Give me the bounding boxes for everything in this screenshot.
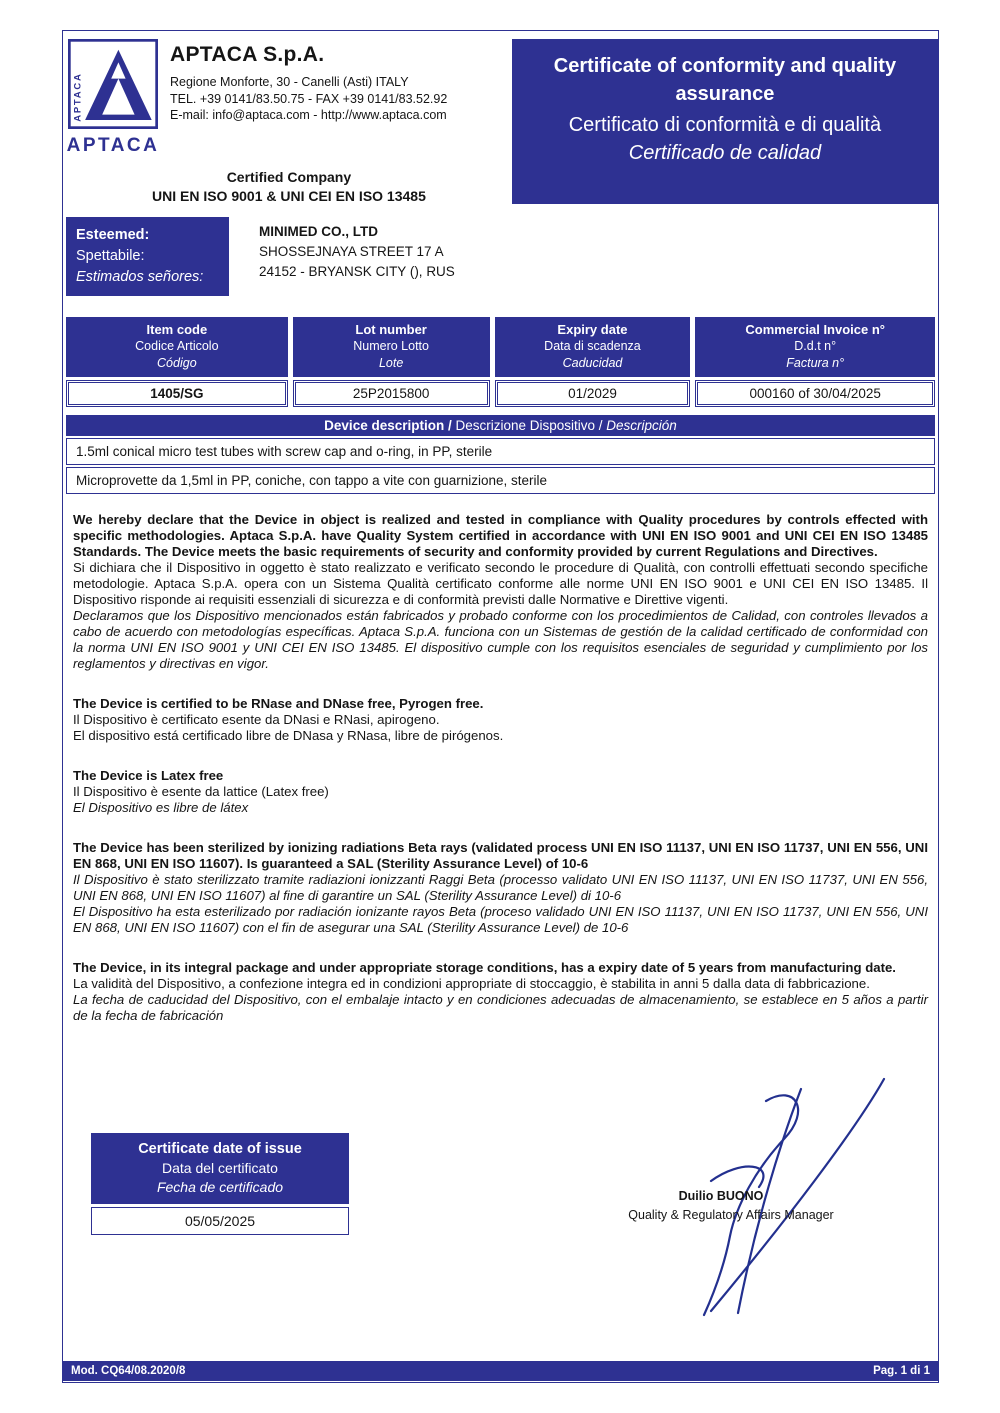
section-quality-declaration: [73, 512, 928, 672]
column-header: [495, 317, 691, 377]
paragraph-es: El Dispositivo ha esta esterilizado por radiación ionizante rayos Beta (proceso validado UNI EN ISO 11137, UNI EN ISO 11737, UNI EN 556, UNI EN 868, UNI EN ISO 11607) con el fin de asegurar una SAL (Sterility Assurance Level) de 10-6: [73, 904, 928, 935]
section-latex-free: [73, 768, 928, 816]
paragraph-it: La validità del Dispositivo, a confezione integra ed in condizioni appropriate di stoccaggio, è stabilita in anni 5 dalla data di fabbricazione.: [73, 976, 870, 991]
paragraph-es: Declaramos que los Dispositivo mencionados están fabricados y probado conforme con los procedimientos de Calidad, con controles llevados a cabo de acuerdo con metodologías específicas. Aptaca S.p.A. funciona con un Sistemas de gestión de la calidad certificado de conformidad con la norma UNI EN ISO 9001 y UNI CEI EN ISO 13485. El dispositivo cumple con los requisitos esenciales de seguridad y cumplimiento por los reglamentos y directivas en vigor.: [73, 608, 928, 671]
header-en: Lot number: [355, 322, 427, 337]
certificate-date-header: [91, 1133, 349, 1204]
company-name: APTACA S.p.A.: [170, 43, 325, 66]
logo-vertical-text: APTACA: [72, 72, 84, 122]
table-column-commercial-invoice: [695, 317, 935, 407]
footer-bar: [63, 1361, 938, 1381]
certified-company-block: [66, 169, 512, 204]
page-border-frame: [62, 30, 939, 1383]
company-phone: TEL. +39 0141/83.50.75 - FAX +39 0141/83.52.92: [170, 91, 448, 106]
company-address: Regione Monforte, 30 - Canelli (Asti) ITALY: [170, 75, 409, 89]
title-english: Certificate of conformity and quality assurance: [553, 55, 897, 105]
issue-label-es: Fecha de certificado: [156, 1179, 284, 1195]
header: [63, 31, 938, 204]
esteemed-label-it: Spettabile:: [76, 248, 145, 264]
header-it: Numero Lotto: [353, 339, 429, 353]
aptaca-logo: [66, 39, 160, 157]
esteemed-label-box: [66, 217, 229, 296]
logo-wordmark: APTACA: [66, 135, 160, 156]
header-en: Expiry date: [557, 322, 628, 337]
title-spanish: Certificado de calidad: [628, 142, 822, 164]
certificate-date-box: [91, 1133, 349, 1235]
certified-company-label: Certified Company: [226, 169, 352, 185]
commercial-invoice-value: 000160 of 30/04/2025: [695, 380, 935, 407]
paragraph-en: The Device, in its integral package and under appropriate storage conditions, has a expiry date of 5 years from manufacturing date.: [73, 960, 896, 975]
paragraph-en: The Device is certified to be RNase and DNase free, Pyrogen free.: [73, 696, 484, 711]
paragraph-es: El Dispositivo es libre de látex: [73, 800, 249, 815]
header-it: Data di scadenza: [544, 339, 641, 353]
iso-standards-label: UNI EN ISO 9001 & UNI CEI EN ISO 13485: [151, 188, 426, 204]
paragraph-it: Il Dispositivo è esente da lattice (Latex free): [73, 784, 329, 799]
header-es: Caducidad: [562, 356, 623, 370]
table-column-expiry-date: [495, 317, 691, 407]
issue-label-en: Certificate date of issue: [138, 1141, 302, 1157]
paragraph-en: The Device is Latex free: [73, 768, 224, 783]
declaration-sections: [63, 494, 938, 1024]
paragraph-it: Il Dispositivo è stato sterilizzato tramite radiazioni ionizzanti Raggi Beta (processo validato UNI EN ISO 11137, UNI EN ISO 11737, UNI EN 556, UNI EN 868, UNI EN ISO 11607) al fine di garantire un SAL (Sterility Assurance Level) di 10-6: [73, 872, 928, 903]
header-es: Factura n°: [786, 356, 845, 370]
paragraph-es: La fecha de caducidad del Dispositivo, con el embalaje intacto y en condiciones adecuadas de almacenamiento, se establece en 5 años a partir de la fecha de fabricación: [73, 992, 928, 1023]
column-header: [66, 317, 288, 377]
header-it: D.d.t n°: [794, 339, 837, 353]
header-en: Item code: [146, 322, 208, 337]
company-header: [66, 39, 512, 204]
paragraph-en: The Device has been sterilized by ionizing radiations Beta rays (validated process UNI EN ISO 11137, UNI EN ISO 11737, UNI EN 556, UNI EN 868, UNI EN ISO 11607). Is guaranteed a SAL (Sterility Assurance Level) of 10-6: [73, 840, 928, 871]
recipient-city: 24152 - BRYANSK CITY (), RUS: [259, 264, 455, 279]
table-column-lot-number: [293, 317, 490, 407]
aptaca-logo-icon: [68, 39, 158, 129]
device-description-header: [66, 415, 935, 436]
table-column-item-code: [66, 317, 288, 407]
recipient-name: MINIMED CO., LTD: [259, 224, 378, 239]
paragraph-en: We hereby declare that the Device in object is realized and tested in compliance with Quality procedures by controls effected with specific methodologies. Aptaca S.p.A. have Quality System certified in accordance with UNI EN ISO 9001 and UNI CEI EN ISO 13485 Standards. The Device meets the basic requirements of security and conformity provided by current Regulations and Directives.: [73, 512, 928, 559]
certificate-title-box: [512, 39, 938, 204]
item-code-value: 1405/SG: [66, 380, 288, 407]
lot-number-value: 25P2015800: [293, 380, 490, 407]
item-info-table: [63, 317, 938, 407]
header-it: Codice Articolo: [135, 339, 219, 353]
recipient-section: [63, 217, 938, 296]
recipient-address-block: [229, 217, 455, 296]
column-header: [695, 317, 935, 377]
section-rnase-dnase-free: [73, 696, 928, 744]
section-sterilization: [73, 840, 928, 936]
device-description-en: 1.5ml conical micro test tubes with screw cap and o-ring, in PP, sterile: [66, 438, 935, 465]
header-es: Código: [157, 356, 197, 370]
esteemed-label-es: Estimados señores:: [76, 269, 204, 285]
logo-and-contacts: [66, 39, 512, 157]
device-header-it: Descrizione Dispositivo /: [455, 418, 607, 433]
paragraph-it: Si dichiara che il Dispositivo in oggetto è stato realizzato e verificato secondo le procedure di Qualità, con controlli effettuati secondo specifiche metodologie. Aptaca S.p.A. opera con un Sistema Qualità certificato conforme alle norme UNI EN ISO 9001 e UNI CEI EN ISO 13485. Il Dispositivo risponde ai requisiti essenziali di sicurezza e di conformità previsti dalle Normative e Direttive vigenti.: [73, 560, 928, 607]
device-header-en: Device description /: [324, 418, 456, 433]
paragraph-es: El dispositivo está certificado libre de DNasa y RNasa, libre de pirógenos.: [73, 728, 504, 743]
signature-block: [561, 1071, 941, 1321]
issue-date-value: 05/05/2025: [91, 1207, 349, 1235]
column-header: [293, 317, 490, 377]
signatory-role: Quality & Regulatory Affairs Manager: [628, 1208, 834, 1222]
header-en: Commercial Invoice n°: [745, 322, 885, 337]
footer-document-code: Mod. CQ64/08.2020/8: [71, 1365, 186, 1377]
header-es: Lote: [378, 356, 404, 370]
device-header-es: Descripción: [606, 418, 677, 433]
section-expiry: [73, 960, 928, 1024]
signatory-name: Duilio BUONO: [678, 1189, 764, 1203]
device-description-it: Microprovette da 1,5ml in PP, coniche, con tappo a vite con guarnizione, sterile: [66, 467, 935, 494]
footer-page-number: Pag. 1 di 1: [873, 1365, 930, 1377]
esteemed-label-en: Esteemed:: [76, 227, 150, 243]
issue-label-it: Data del certificato: [162, 1160, 278, 1176]
recipient-street: SHOSSEJNAYA STREET 17 A: [259, 244, 444, 259]
expiry-date-value: 01/2029: [495, 380, 691, 407]
paragraph-it: Il Dispositivo è certificato esente da DNasi e RNasi, apirogeno.: [73, 712, 440, 727]
title-italian: Certificato di conformità e di qualità: [568, 114, 882, 136]
company-info: [160, 39, 447, 157]
company-email-web: E-mail: info@aptaca.com - http://www.aptaca.com: [170, 108, 447, 122]
